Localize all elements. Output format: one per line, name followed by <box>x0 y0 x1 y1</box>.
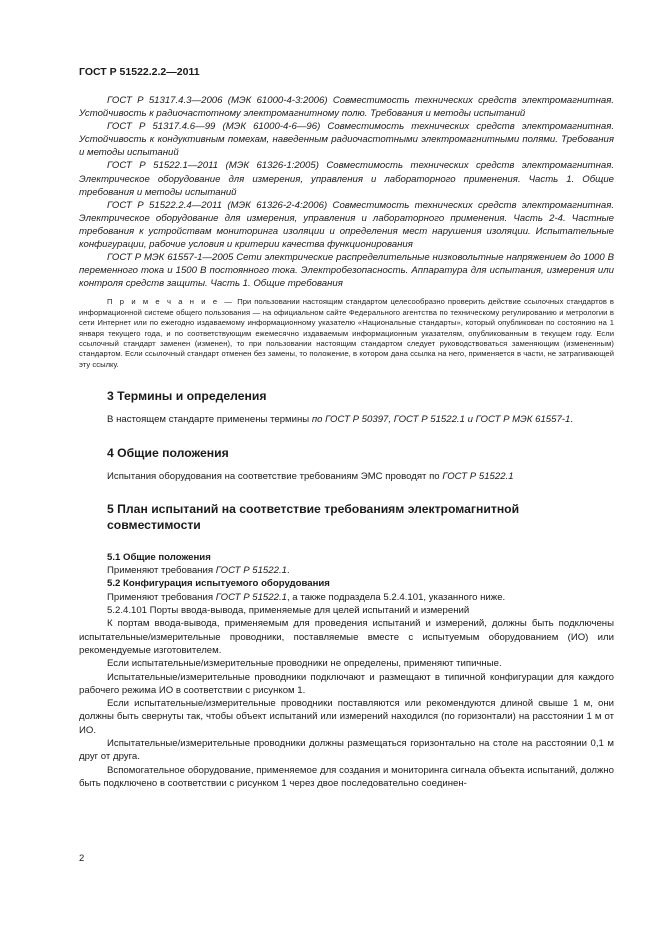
reference-item: ГОСТ Р 51317.4.6—99 (МЭК 61000-4-6—96) Совместимость технических средств электромагнитная. Устойчивость к кондуктивным помехам, наведенным радиочастотными электромагнитными полями. Требования и методы испытаний <box>79 121 614 159</box>
reference-link-text: по ГОСТ Р 50397, ГОСТ Р 51522.1 и ГОСТ Р МЭК 61557-1 <box>311 414 571 426</box>
note-label: П р и м е ч а н и е — <box>107 297 235 307</box>
reference-item: ГОСТ Р 51522.1—2011 (МЭК 61326-1:2005) Совместимость технических средств электромагнитная. Электрическое оборудование для измерения, управления и лабораторного применения. Часть 1. Общие требования и методы испытаний <box>79 160 614 198</box>
text-run: В настоящем стандарте применены термины <box>107 414 312 426</box>
paragraph <box>79 591 614 604</box>
section-5-title: 5 План испытаний на соответствие требованиям электромагнитной совместимости <box>107 501 520 532</box>
reference-link-text: ГОСТ Р 51522.1 <box>215 565 287 577</box>
paragraph <box>79 413 614 426</box>
reference-item: ГОСТ Р МЭК 61557-1—2005 Сети электрические распределительные низковольтные напряжением до 1000 В переменного тока и 1500 В постоянного тока. Электробезопасность. Аппаратура для испытания, измерения или контроля средств защиты. Часть 1. Общие требования <box>79 252 614 290</box>
section-4-body <box>79 470 614 483</box>
section-4-title: 4 Общие положения <box>107 445 229 460</box>
paragraph: Если испытательные/измерительные проводники поставляются или рекомендуются длиной свыше 1 м, они должны быть свернуты так, чтобы объект испытаний или измерений находился (по горизонтали) на расстоянии 1 м от ИО. <box>79 698 614 736</box>
text-run: , а также подраздела 5.2.4.101, указанного ниже. <box>286 591 506 603</box>
paragraph <box>79 470 614 483</box>
subsection-5-2-title: 5.2 Конфигурация испытуемого оборудования <box>107 578 330 590</box>
page-content <box>79 94 614 790</box>
paragraph: Испытательные/измерительные проводники должны размещаться горизонтально на столе на расстоянии 0,1 м друг от друга. <box>79 738 614 763</box>
subsection-5-1-title: 5.1 Общие положения <box>107 551 211 563</box>
reference-item: ГОСТ Р 51317.4.3—2006 (МЭК 61000-4-3:2006) Совместимость технических средств электромагнитная. Устойчивость к радиочастотному электромагнитному полю. Требования и методы испытаний <box>79 95 614 120</box>
spacer <box>79 542 614 551</box>
text-run: Испытания оборудования на соответствие требованиям ЭМС проводят по <box>107 470 443 482</box>
reference-link-text: ГОСТ Р 51522.1 <box>215 591 287 603</box>
paragraph: 5.2.4.101 Порты ввода-вывода, применяемые для целей испытаний и измерений <box>107 605 470 617</box>
paragraph <box>79 564 614 577</box>
text-run: . <box>570 414 574 426</box>
section-3-title: 3 Термины и определения <box>107 389 267 404</box>
paragraph: К портам ввода-вывода, применяемым для проведения испытаний и измерений, должны быть подключены испытательные/измерительные проводники, поставляемые вместе с испытуемым оборудованием (ИО) или рекомендуемые изготовителем. <box>79 618 614 656</box>
paragraph: Если испытательные/измерительные проводники не определены, применяют типичные. <box>107 658 502 670</box>
reference-link-text: ГОСТ Р 51522.1 <box>442 470 514 482</box>
normative-references <box>79 94 614 290</box>
section-5-body <box>79 542 614 790</box>
paragraph: Испытательные/измерительные проводники подключают и размещают в типичной конфигурации для каждого рабочего режима ИО в соответствии с рисунком 1. <box>79 671 614 696</box>
section-3-body <box>79 413 614 426</box>
reference-item: ГОСТ Р 51522.2.4—2011 (МЭК 61326-2-4:2006) Совместимость технических средств электромагнитная. Электрическое оборудование для измерения, управления и лабораторного применения. Часть 2-4. Частные требования к устройствам мониторинга изоляции и определения мест нарушения изоляции. Испытательные конфигурации, рабочие условия и критерии качества функционирования <box>79 199 614 251</box>
note-text: При пользовании настоящим стандартом целесообразно проверить действие ссылочных стандартов в информационной системе общего пользования — на официальном сайте Федерального агентства по техническому регулированию и метрологии в сети Интернет или по ежегодно издаваемому информационному указателю «Национальные стандарты», который опубликован по состоянию на 1 января текущего года, и по соответствующим ежемесячно издаваемым информационным указателям, опубликованным в текущем году. Если ссылочный стандарт заменен (изменен), то при пользовании настоящим стандартом следует руководствоваться заменяющим (измененным) стандартом. Если ссылочный стандарт отменен без замены, то положение, в котором дана ссылка на него, применяется в части, не затрагивающей эту ссылку. <box>79 297 614 369</box>
paragraph: Вспомогательное оборудование, применяемое для создания и мониторинга сигнала объекта испытаний, должно быть подключено в соответствии с рисунком 1 через двое последовательно соединен- <box>79 764 614 789</box>
text-run: Применяют требования <box>107 591 216 603</box>
text-run: Применяют требования <box>107 565 216 577</box>
note-block <box>79 297 614 370</box>
page-number: 2 <box>79 853 85 864</box>
page-header: ГОСТ Р 51522.2.2—2011 <box>79 66 200 78</box>
text-run: . <box>286 565 290 577</box>
